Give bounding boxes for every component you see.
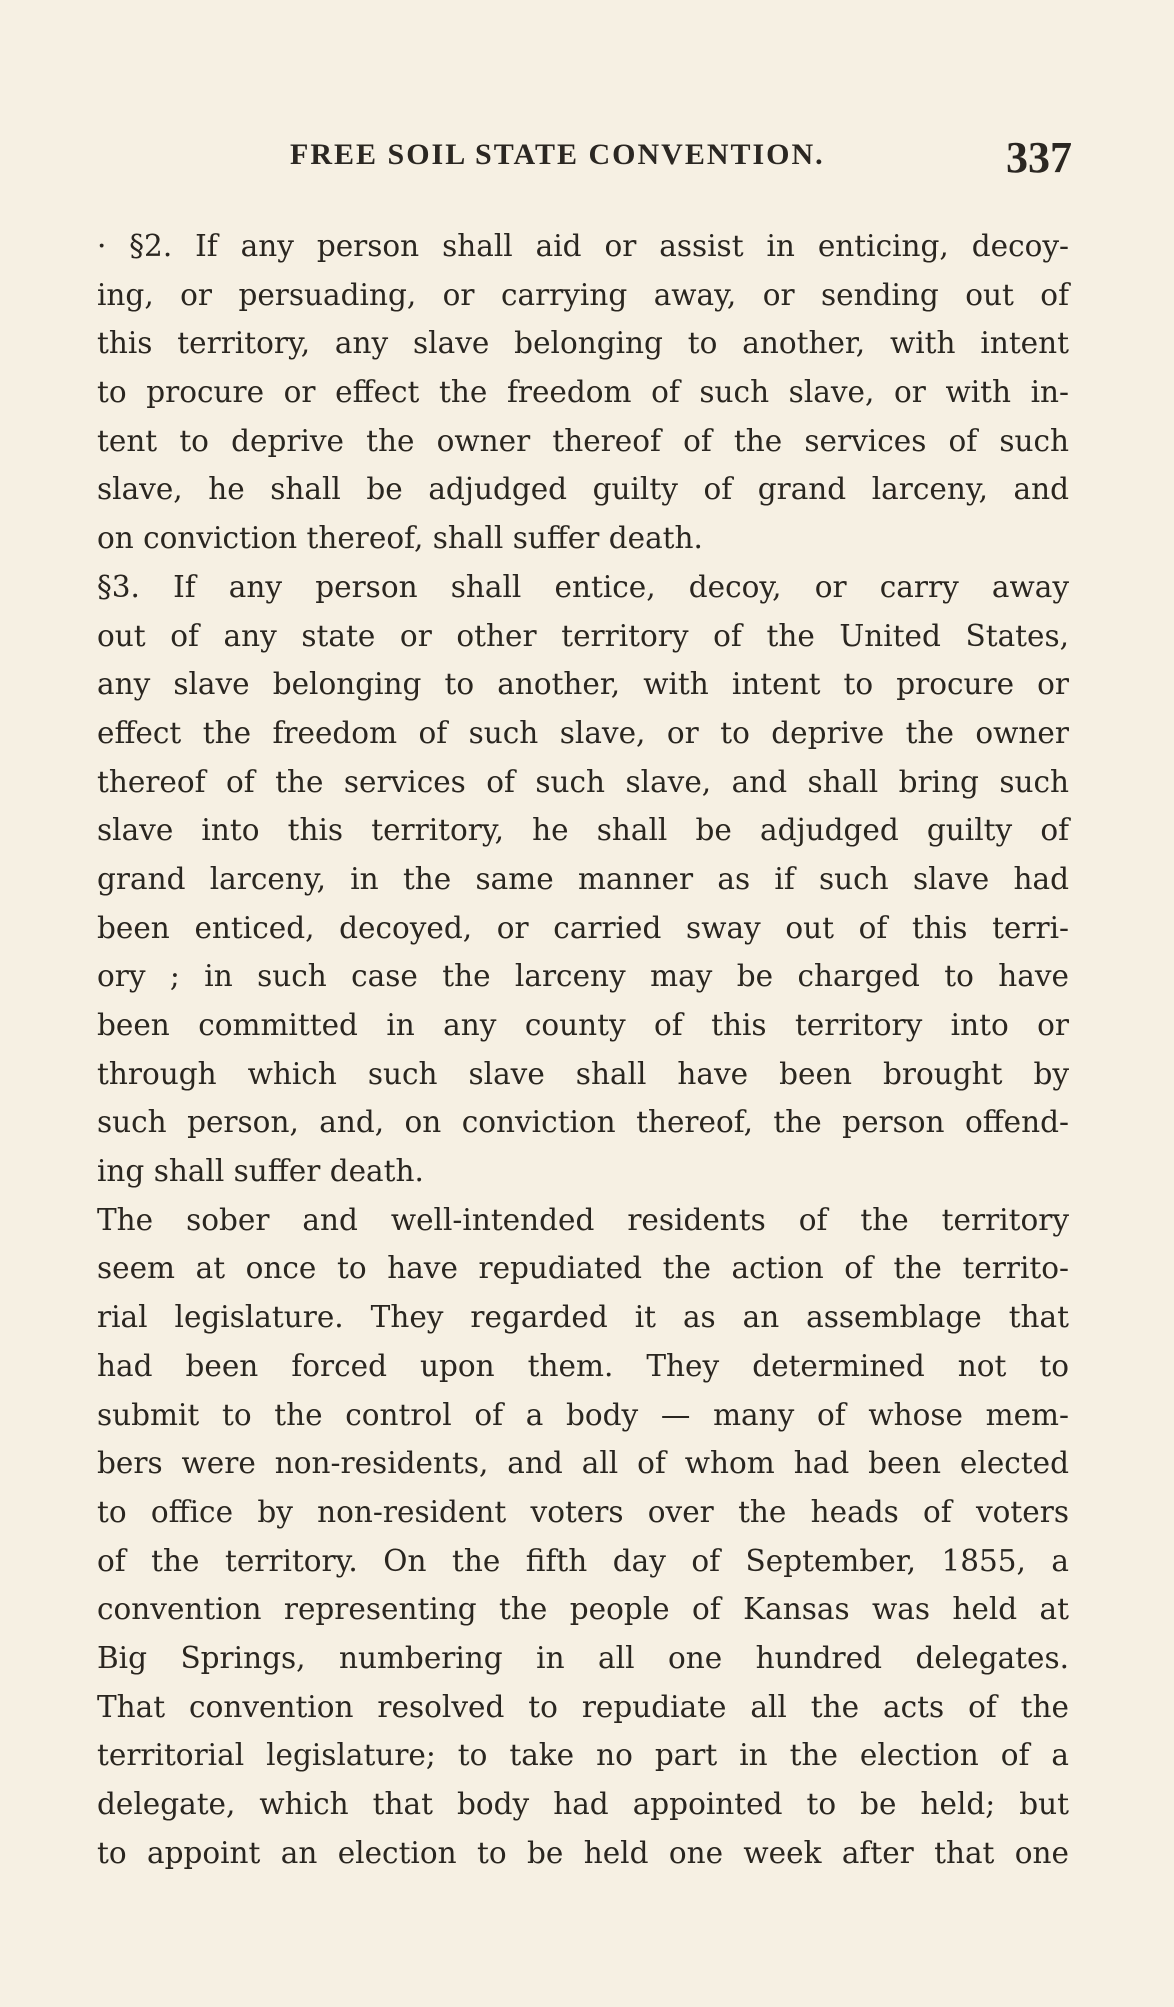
text-line: such person, and, on conviction thereof, the person offend- xyxy=(97,1105,1069,1140)
running-head-title: FREE SOIL STATE CONVENTION. xyxy=(290,138,825,171)
text-line: of the territory. On the fifth day of September, 1855, a xyxy=(97,1543,1069,1578)
text-line: on conviction thereof, shall suffer death. xyxy=(97,521,703,556)
text-line: this territory, any slave belonging to another, with intent xyxy=(97,326,1069,361)
text-line: any slave belonging to another, with intent to procure or xyxy=(97,667,1069,702)
running-head xyxy=(290,132,1080,182)
text-line: delegate, which that body had appointed to be held; but xyxy=(97,1787,1069,1821)
text-line: to appoint an election to be held one week after that one xyxy=(97,1835,1069,1870)
text-line: · §2. If any person shall aid or assist in enticing, decoy- xyxy=(97,229,1069,263)
text-line: Big Springs, numbering in all one hundred delegates. xyxy=(97,1640,1069,1675)
text-line: slave into this territory, he shall be adjudged guilty of xyxy=(97,813,1069,848)
text-line: bers were non-residents, and all of whom had been elected xyxy=(97,1446,1069,1481)
text-line: submit to the control of a body — many of whose mem- xyxy=(97,1397,1069,1432)
text-line: ing, or persuading, or carrying away, or sending out of xyxy=(97,277,1069,312)
page-number: 337 xyxy=(1006,133,1072,182)
text-line: slave, he shall be adjudged guilty of grand larceny, and xyxy=(97,472,1069,507)
text-line: grand larceny, in the same manner as if such slave had xyxy=(97,861,1069,896)
text-line: tent to deprive the owner thereof of the services of such xyxy=(97,423,1069,458)
text-line: to office by non-resident voters over the heads of voters xyxy=(97,1494,1069,1529)
body-text xyxy=(97,222,1069,1877)
text-line: out of any state or other territory of the United States, xyxy=(97,618,1069,653)
text-line: convention representing the people of Kansas was held at xyxy=(97,1592,1069,1627)
text-line: through which such slave shall have been brought by xyxy=(97,1056,1069,1091)
text-line: thereof of the services of such slave, and shall bring such xyxy=(97,764,1069,799)
text-line: The sober and well-intended residents of the territory xyxy=(97,1202,1069,1237)
text-line: §3. If any person shall entice, decoy, or carry away xyxy=(97,569,1069,604)
text-line: had been forced upon them. They determined not to xyxy=(97,1348,1069,1383)
text-line: rial legislature. They regarded it as an assemblage that xyxy=(97,1300,1069,1335)
text-line: been committed in any county of this territory into or xyxy=(97,1008,1069,1042)
text-line: seem at once to have repudiated the action of the territo- xyxy=(97,1251,1069,1286)
text-line: been enticed, decoyed, or carried sway out of this terri- xyxy=(97,910,1069,945)
text-line: territorial legislature; to take no part in the election of a xyxy=(97,1738,1069,1773)
text-line: That convention resolved to repudiate all the acts of the xyxy=(97,1689,1069,1724)
text-line: to procure or effect the freedom of such slave, or with in- xyxy=(97,375,1069,410)
text-line: ory ; in such case the larceny may be charged to have xyxy=(97,959,1069,994)
text-line: effect the freedom of such slave, or to deprive the owner xyxy=(97,715,1069,750)
text-line: ing shall suffer death. xyxy=(97,1154,424,1189)
